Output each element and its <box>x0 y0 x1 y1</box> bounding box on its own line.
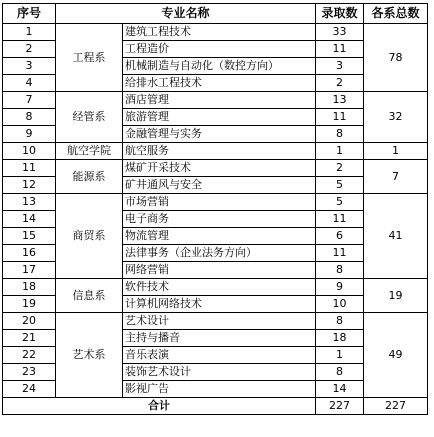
major-name: 主持与播音 <box>123 330 316 347</box>
admission-count: 1 <box>316 347 364 364</box>
admission-count: 14 <box>316 381 364 398</box>
major-name: 计算机网络技术 <box>123 296 316 313</box>
admission-count: 8 <box>316 364 364 381</box>
major-name: 装饰艺术设计 <box>123 364 316 381</box>
major-name: 建筑工程技术 <box>123 24 316 41</box>
major-name: 网络营销 <box>123 262 316 279</box>
row-no: 1 <box>3 24 56 41</box>
major-name: 音乐表演 <box>123 347 316 364</box>
row-no: 15 <box>3 228 56 245</box>
header-major: 专业名称 <box>56 4 316 24</box>
major-name: 物流管理 <box>123 228 316 245</box>
major-name: 电子商务 <box>123 211 316 228</box>
department-total: 32 <box>364 92 428 143</box>
table-row <box>3 92 428 109</box>
major-name: 矿井通风与安全 <box>123 177 316 194</box>
row-no: 4 <box>3 75 56 92</box>
department-name: 航空学院 <box>56 143 123 160</box>
row-no: 14 <box>3 211 56 228</box>
row-no: 3 <box>3 58 56 75</box>
header-no: 序号 <box>3 4 56 24</box>
admission-count: 11 <box>316 41 364 58</box>
admission-count: 5 <box>316 194 364 211</box>
department-name: 经管系 <box>56 92 123 143</box>
department-name: 信息系 <box>56 279 123 313</box>
row-no: 16 <box>3 245 56 262</box>
department-total: 41 <box>364 194 428 279</box>
admission-count: 6 <box>316 228 364 245</box>
major-name: 金融管理与实务 <box>123 126 316 143</box>
department-name: 艺术系 <box>56 313 123 398</box>
major-name: 航空服务 <box>123 143 316 160</box>
admission-count: 18 <box>316 330 364 347</box>
grand-total: 227 <box>364 398 428 415</box>
row-no: 12 <box>3 177 56 194</box>
admission-count: 33 <box>316 24 364 41</box>
department-total: 7 <box>364 160 428 194</box>
admission-count: 9 <box>316 279 364 296</box>
department-total: 1 <box>364 143 428 160</box>
table-row <box>3 160 428 177</box>
major-name: 软件技术 <box>123 279 316 296</box>
table-row <box>3 24 428 41</box>
department-total: 49 <box>364 313 428 398</box>
admission-count: 11 <box>316 211 364 228</box>
admission-count: 8 <box>316 313 364 330</box>
row-no: 22 <box>3 347 56 364</box>
header-dept-total: 各系总数 <box>364 4 428 24</box>
row-no: 24 <box>3 381 56 398</box>
row-no: 7 <box>3 92 56 109</box>
row-no: 23 <box>3 364 56 381</box>
row-no: 8 <box>3 109 56 126</box>
row-no: 9 <box>3 126 56 143</box>
major-name: 法律事务（企业法务方向） <box>123 245 316 262</box>
admission-count: 11 <box>316 109 364 126</box>
department-name: 工程系 <box>56 24 123 92</box>
admission-count: 10 <box>316 296 364 313</box>
total-row <box>3 398 428 415</box>
major-name: 艺术设计 <box>123 313 316 330</box>
table-row <box>3 313 428 330</box>
row-no: 10 <box>3 143 56 160</box>
major-name: 机械制造与自动化（数控方向） <box>123 58 316 75</box>
admission-count: 13 <box>316 92 364 109</box>
admission-count: 8 <box>316 126 364 143</box>
row-no: 11 <box>3 160 56 177</box>
row-no: 17 <box>3 262 56 279</box>
table-row <box>3 194 428 211</box>
admission-count: 1 <box>316 143 364 160</box>
admissions-table <box>2 3 428 415</box>
row-no: 2 <box>3 41 56 58</box>
major-name: 酒店管理 <box>123 92 316 109</box>
total-count: 227 <box>316 398 364 415</box>
department-total: 19 <box>364 279 428 313</box>
admission-count: 8 <box>316 262 364 279</box>
header-count: 录取数 <box>316 4 364 24</box>
admission-count: 3 <box>316 58 364 75</box>
major-name: 旅游管理 <box>123 109 316 126</box>
header-row <box>3 4 428 24</box>
major-name: 煤矿开采技术 <box>123 160 316 177</box>
row-no: 13 <box>3 194 56 211</box>
admission-count: 2 <box>316 75 364 92</box>
table-row <box>3 143 428 160</box>
major-name: 市场营销 <box>123 194 316 211</box>
admission-count: 11 <box>316 245 364 262</box>
major-name: 给排水工程技术 <box>123 75 316 92</box>
admission-count: 2 <box>316 160 364 177</box>
major-name: 影视广告 <box>123 381 316 398</box>
department-name: 商贸系 <box>56 194 123 279</box>
major-name: 工程造价 <box>123 41 316 58</box>
row-no: 19 <box>3 296 56 313</box>
row-no: 21 <box>3 330 56 347</box>
total-label: 合计 <box>3 398 316 415</box>
admission-count: 5 <box>316 177 364 194</box>
table-row <box>3 279 428 296</box>
department-total: 78 <box>364 24 428 92</box>
row-no: 18 <box>3 279 56 296</box>
department-name: 能源系 <box>56 160 123 194</box>
row-no: 20 <box>3 313 56 330</box>
